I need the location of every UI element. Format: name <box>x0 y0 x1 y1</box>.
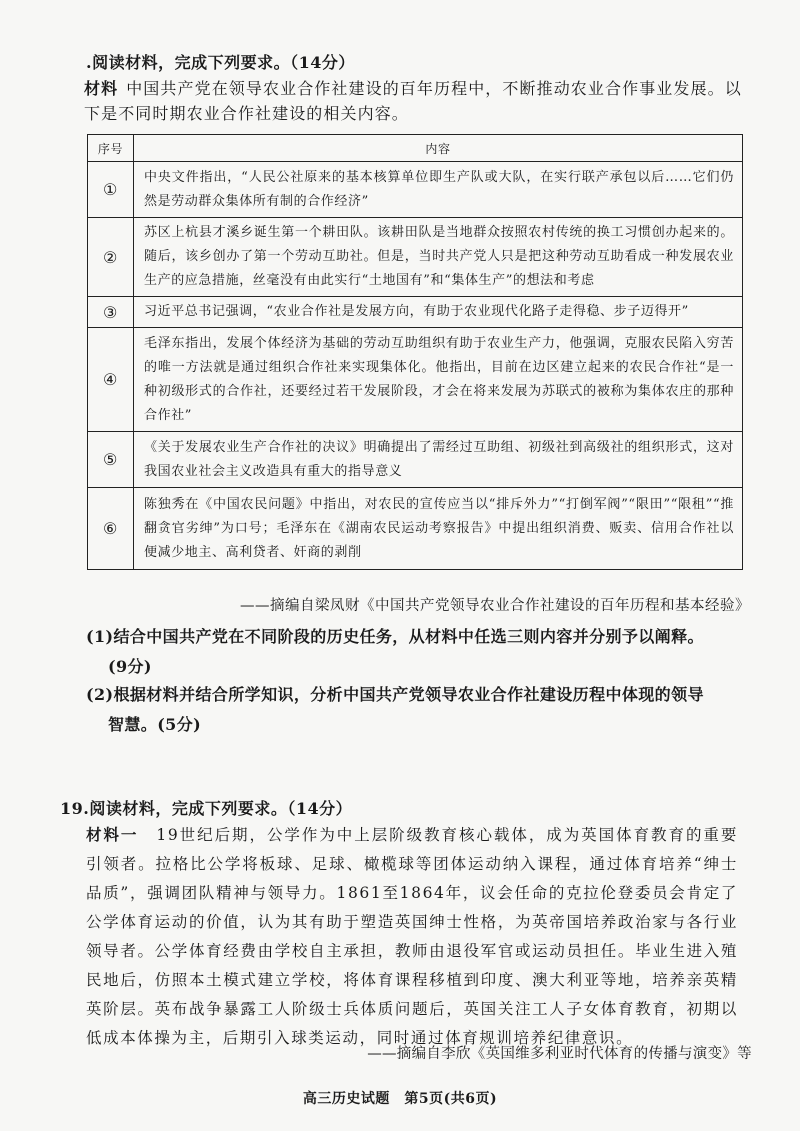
question-18-heading: .阅读材料，完成下列要求。（14分） <box>86 53 355 72</box>
material-1-label: 材料一 <box>86 825 139 844</box>
material-text: 中国共产党在领导农业合作社建设的百年历程中，不断推动农业合作事业发展。以下是不同时期农业合作社建设的相关内容。 <box>84 79 742 123</box>
row-content: 《关于发展农业生产合作社的决议》明确提出了需经过互助组、初级社到高级社的组织形式，这对我国农业社会主义改造具有重大的指导意义 <box>134 432 743 488</box>
row-content: 中央文件指出，“人民公社原来的基本核算单位即生产队或大队，在实行联产承包以后……它们仍然是劳动群众集体所有制的合作经济” <box>134 162 743 218</box>
row-content: 陈独秀在《中国农民问题》中指出，对农民的宣传应当以“排斥外力”“打倒军阀”“限田”“限租”“推翻贪官劣绅”为口号；毛泽东在《湖南农民运动考察报告》中提出组织消费、贩卖、信用合作社以便减少地主、高利贷者、奸商的剥削 <box>134 488 743 570</box>
question-18-material-intro <box>84 76 756 126</box>
header-number: 序号 <box>88 135 134 162</box>
sub-question-2 <box>86 680 756 740</box>
question-19-heading: 19.阅读材料，完成下列要求。（14分） <box>60 799 353 818</box>
table-row <box>88 488 743 570</box>
row-number: ③ <box>88 297 134 328</box>
row-number: ⑤ <box>88 432 134 488</box>
table-row <box>88 218 743 297</box>
row-number: ② <box>88 218 134 297</box>
row-content: 苏区上杭县才溪乡诞生第一个耕田队。该耕田队是当地群众按照农村传统的换工习惯创办起来的。随后，该乡创办了第一个劳动互助社。但是，当时共产党人只是把这种劳动互助看成一种发展农业生产的应急措施，丝毫没有由此实行“土地国有”和“集体生产”的想法和考虑 <box>134 218 743 297</box>
header-content: 内容 <box>134 135 743 162</box>
table-row <box>88 297 743 328</box>
table-row <box>88 432 743 488</box>
sub-question-2-continuation: 智慧。(5分) <box>108 715 202 734</box>
material-1-source-citation: ——摘编自李欣《英国维多利亚时代体育的传播与演变》等 <box>367 1046 752 1062</box>
page-footer: 高三历史试题 第5页(共6页) <box>302 1091 498 1107</box>
sub-question-1-points: (9分) <box>108 657 152 676</box>
row-number: ① <box>88 162 134 218</box>
material-source-citation: ——摘编自梁凤财《中国共产党领导农业合作社建设的百年历程和基本经验》 <box>240 598 750 614</box>
table-row <box>88 162 743 218</box>
sub-question-1-text: (1)结合中国共产党在不同阶段的历史任务，从材料中任选三则内容并分别予以阐释。 <box>86 627 704 646</box>
row-number: ⑥ <box>88 488 134 570</box>
sub-question-2-text: (2)根据材料并结合所学知识，分析中国共产党领导农业合作社建设历程中体现的领导 <box>86 685 704 704</box>
row-content: 毛泽东指出，发展个体经济为基础的劳动互助组织有助于农业生产力，他强调，克服农民陷入穷苦的唯一方法就是通过组织合作社来实现集体化。他指出，目前在边区建立起来的农民合作社“是一种初级形式的合作社，还要经过若干发展阶段，才会在将来发展为苏联式的被称为集体农庄的那种合作社” <box>134 328 743 432</box>
question-19-material-1 <box>86 820 738 1053</box>
row-number: ④ <box>88 328 134 432</box>
row-content: 习近平总书记强调，“农业合作社是发展方向，有助于农业现代化路子走得稳、步子迈得开” <box>134 297 743 328</box>
sub-question-1 <box>86 622 756 682</box>
table-row <box>88 328 743 432</box>
material-label: 材料 <box>84 79 119 98</box>
table-header-row <box>88 135 743 162</box>
material-table <box>87 134 743 570</box>
material-1-text: 19世纪后期，公学作为中上层阶级教育核心载体，成为英国体育教育的重要引领者。拉格比公学将板球、足球、橄榄球等团体运动纳入课程，通过体育培养“绅士品质”，强调团队精神与领导力。1861至1864年，议会任命的克拉伦登委员会肯定了公学体育运动的价值，认为其有助于塑造英国绅士性格，为英帝国培养政治家与各行业领导者。公学体育经费由学校自主承担，教师由退役军官或运动员担任。毕业生进入殖民地后，仿照本土模式建立学校，将体育课程移植到印度、澳大利亚等地，培养亲英精英阶层。英布战争暴露工人阶级士兵体质问题后，英国关注工人子女体育教育，初期以低成本体操为主，后期引入球类运动，同时通过体育规训培养纪律意识。 <box>86 826 738 1047</box>
